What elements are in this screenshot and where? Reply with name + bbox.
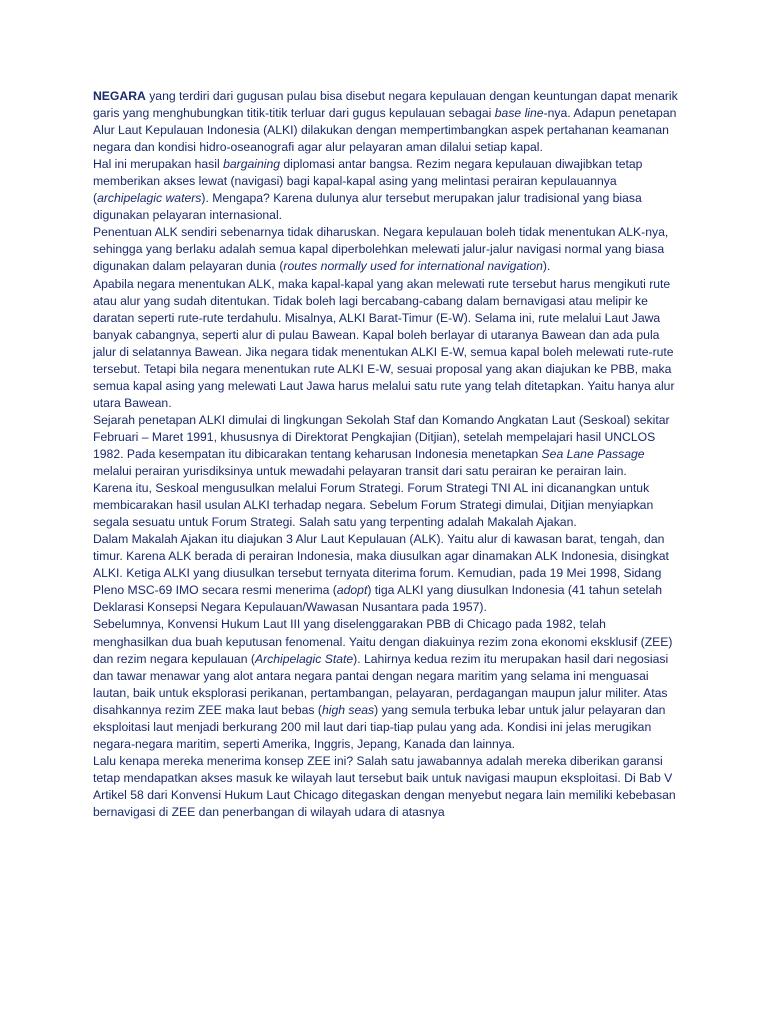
paragraph-text: melalui perairan yurisdiksinya untuk mewadahi pelayaran transit dari satu perairan ke perairan lain.	[93, 464, 627, 479]
italic-term: routes normally used for international navigation	[283, 259, 543, 274]
paragraph	[93, 412, 683, 480]
italic-term: archipelagic waters	[97, 191, 202, 206]
paragraph-text: Apabila negara menentukan ALK, maka kapal-kapal yang akan melewati rute tersebut harus mengikuti rute atau alur yang sudah ditentukan. Tidak boleh lagi bercabang-cabang dalam bernavigasi atau melipir ke daratan seperti rute-rute terdahulu. Misalnya, ALKI Barat-Timur (E-W). Selama ini, rute melalui Laut Jawa banyak cabangnya, seperti alur di pulau Bawean. Kapal boleh berlayar di utaranya Bawean dan ada pula jalur di selatannya Bawean. Jika negara tidak menentukan ALKI E-W, semua kapal boleh melewati rute-rute tersebut. Tetapi bila negara menentukan rute ALKI E-W, sesuai proposal yang akan diajukan ke PBB, maka semua kapal asing yang melewati Laut Jawa harus melalui satu rute yang telah ditetapkan. Yaitu hanya alur utara Bawean.	[93, 276, 675, 410]
document-body	[93, 88, 683, 821]
paragraph	[93, 156, 683, 224]
paragraph-text: Hal ini merupakan hasil	[93, 157, 224, 172]
paragraph	[93, 616, 683, 752]
paragraph	[93, 753, 683, 821]
paragraph	[93, 88, 683, 156]
paragraph-text: diplomasi antar bangsa. Rezim negara kepulauan diwajibkan tetap memberikan akses lewat (navigasi) bagi kapal-kapal asing yang melintasi perairan kepulauannya (	[93, 157, 643, 206]
paragraph	[93, 276, 683, 412]
paragraph-text: Karena itu, Seskoal mengusulkan melalui Forum Strategi. Forum Strategi TNI AL ini dicanangkan untuk membicarakan hasil usulan ALKI terhadap negara. Sebelum Forum Strategi dimulai, Ditjian menyiapkan segala sesuatu untuk Forum Strategi. Salah satu yang terpenting adalah Makalah Ajakan.	[93, 481, 654, 530]
paragraph-text: ). Lahirnya kedua rezim itu merupakan hasil dari negosiasi dan tawar menawar yang alot antara negara pantai dengan negara maritim yang selama ini menguasai lautan, baik untuk eksplorasi perikanan, pertambangan, pelayaran, perdagangan maupun jalur militer. Atas disahkannya rezim ZEE maka laut bebas (	[93, 651, 669, 717]
paragraph-text: ) tiga ALKI yang diusulkan Indonesia (41 tahun setelah Deklarasi Konsepsi Negara Kepulauan/Wawasan Nusantara pada 1957).	[93, 583, 663, 615]
paragraph-text: ).	[542, 259, 551, 274]
italic-term: bargaining	[223, 157, 280, 172]
paragraph-text: Dalam Makalah Ajakan itu diajukan 3 Alur Laut Kepulauan (ALK). Yaitu alur di kawasan barat, tengah, dan timur. Karena ALK berada di perairan Indonesia, maka diusulkan agar dinamakan ALK Indonesia, disingkat ALKI. Ketiga ALKI yang diusulkan tersebut ternyata diterima forum. Kemudian, pada 19 Mei 1998, Sidang Pleno MSC-69 IMO secara resmi menerima (	[93, 532, 669, 598]
paragraph-text: ) yang semula terbuka lebar untuk jalur pelayaran dan eksploitasi laut menjadi berkurang 200 mil laut dari tiap-tiap pulau yang ada. Kondisi ini jelas merugikan negara-negara maritim, seperti Amerika, Inggris, Jepang, Kanada dan lainnya.	[93, 702, 666, 751]
italic-term: base line	[494, 106, 544, 121]
paragraph-text: Sejarah penetapan ALKI dimulai di lingkungan Sekolah Staf dan Komando Angkatan Laut (Seskoal) sekitar Februari – Maret 1991, khususnya di Direktorat Pengkajian (Ditjian), setelah mempelajari hasil UNCLOS 1982. Pada kesempatan itu dibicarakan tentang keharusan Indonesia menetapkan	[93, 412, 670, 461]
paragraph-text: Lalu kenapa mereka menerima konsep ZEE ini? Salah satu jawabannya adalah mereka diberikan garansi tetap mendapatkan akses masuk ke wilayah laut tersebut baik untuk navigasi maupun eksploitasi. Di Bab V Artikel 58 dari Konvensi Hukum Laut Chicago ditegaskan dengan menyebut negara lain memiliki kebebasan bernavigasi di ZEE dan penerbangan di wilayah udara di atasnya	[93, 753, 676, 819]
paragraph-text: Sebelumnya, Konvensi Hukum Laut III yang diselenggarakan PBB di Chicago pada 1982, telah menghasilkan dua buah keputusan fenomenal. Yaitu dengan diakuinya rezim zona ekonomi eksklusif (ZEE) dan rezim negara kepulauan (	[93, 617, 673, 666]
italic-term: high seas	[321, 702, 375, 717]
lead-word: NEGARA	[93, 89, 146, 103]
paragraph-text: ). Mengapa? Karena dulunya alur tersebut merupakan jalur tradisional yang biasa digunakan pelayaran internasional.	[93, 191, 642, 223]
italic-term: adopt	[336, 583, 368, 598]
paragraph	[93, 480, 683, 531]
italic-term: Sea Lane Passage	[541, 446, 645, 461]
paragraph-text: -nya. Adapun penetapan Alur Laut Kepulauan Indonesia (ALKI) dilakukan dengan mempertimbangkan aspek pertahanan keamanan negara dan kondisi hidro-oseanografi agar alur pelayaran aman dilalui setiap kapal.	[93, 106, 677, 155]
paragraph	[93, 531, 683, 616]
italic-term: Archipelagic State	[254, 651, 354, 666]
paragraph-text: yang terdiri dari gugusan pulau bisa disebut negara kepulauan dengan keuntungan dapat menarik garis yang menghubungkan titik-titik terluar dari gugus kepulauan sebagai	[93, 89, 678, 121]
paragraph-text: Penentuan ALK sendiri sebenarnya tidak diharuskan. Negara kepulauan boleh tidak menentukan ALK-nya, sehingga yang berlaku adalah semua kapal diperbolehkan melewati jalur-jalur navigasi normal yang biasa digunakan dalam pelayaran dunia (	[93, 225, 669, 274]
paragraph	[93, 224, 683, 275]
